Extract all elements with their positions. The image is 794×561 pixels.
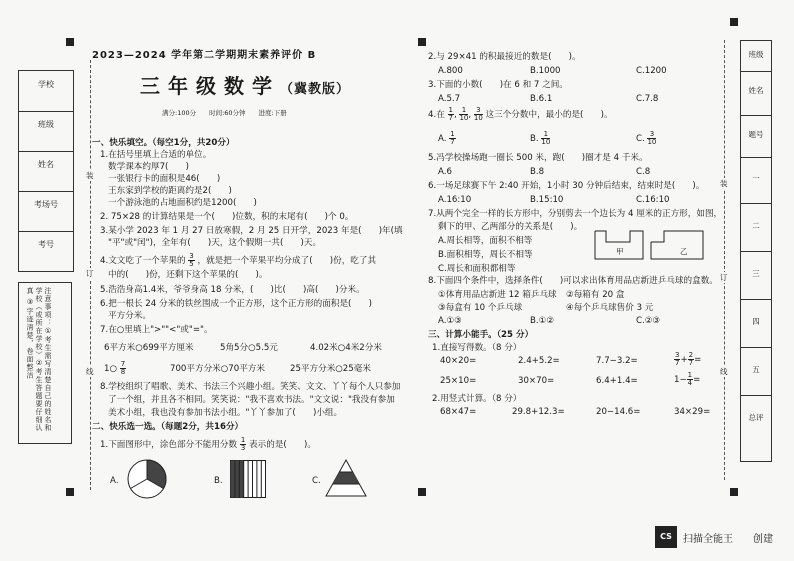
cut-word: 订 [720, 273, 728, 282]
vertical-calc-item: 68×47= [440, 407, 477, 417]
option-c-triangle-figure [324, 458, 368, 498]
cut-word: 线 [720, 367, 728, 376]
fraction: $\frac{2}{7}$ [688, 351, 694, 367]
scanner-watermark [655, 524, 790, 554]
calc-item: 7.7−3.2= [596, 356, 638, 366]
fraction: $\frac{3}{10}$ [473, 106, 483, 122]
calc-item: 1− $\frac{1}{4}$ = [674, 371, 701, 387]
question-1c: 王东家到学校的距离约是2( ) [108, 186, 232, 196]
question-1d: 一个游泳池的占地面积约是1200( ) [108, 198, 257, 208]
option: B.15:10 [530, 195, 564, 205]
app-name: 扫描全能王 [683, 534, 733, 545]
option: C. $\frac{3}{10}$ [636, 130, 657, 146]
score-cell-3: 三 [741, 251, 771, 300]
compare-item: 700平方分米○70平方米 [170, 364, 265, 374]
fraction: $\frac{1}{4}$ [687, 371, 693, 387]
compare-item: 4.02米○4米2分米 [310, 343, 382, 353]
option-c-label: C. [312, 476, 321, 486]
cut-word: 订 [86, 269, 94, 278]
score-cell-2: 二 [741, 203, 771, 252]
notes-text: 注意事项：①考生需写清楚自己的姓名和学校（或所在学校）②考生答题要仔细认真 ③字迹清楚，卷面整洁 [26, 287, 52, 432]
s2-question-3: 3.下面的小数( )在 6 和 7 之间。 [428, 80, 568, 90]
s2-question-2: 2.与 29×41 的积最接近的数是( )。 [428, 52, 581, 62]
registration-mark [66, 488, 74, 496]
condition: ③每盒有 10 个乒乓球 [438, 303, 523, 313]
exam-title: 三年级数学（冀教版） [140, 74, 351, 98]
vertical-calc-item: 20−14.6= [596, 407, 641, 417]
option: A.800 [438, 66, 463, 76]
option: B.①② [530, 316, 555, 326]
school-field: 学校 [19, 71, 73, 112]
question-8: 8.学校组织了唱歌、美术、书法三个兴趣小组。笑笑、文文、丫丫每个人只参加 [100, 382, 401, 392]
compare-item: 5角5分○5.5元 [220, 343, 278, 353]
question-5: 5.浩浩身高1.4米，爷爷身高 18 分米，( )比( )高( )分米。 [100, 285, 365, 295]
question-8-cont: 了一个组，并且各不相同。笑笑说："我不喜欢书法。"文文说："我没有参加 [108, 395, 395, 405]
s2-question-7-cont: 剩下的甲、乙两部分的关系是( )。 [438, 222, 583, 232]
option-a-pie-figure [126, 458, 168, 500]
option: A.5.7 [438, 94, 461, 104]
calc-item: 25×10= [440, 376, 477, 386]
option: C.周长和面积都相等 [438, 264, 516, 274]
class-field: 班级 [741, 41, 771, 72]
shape-jia-label: 甲 [616, 247, 624, 256]
calc-item: 40×20= [440, 356, 477, 366]
option: C.8 [636, 167, 651, 177]
question-2: 2. 75×28 的计算结果是一个( )位数，积的末尾有( )个 0。 [100, 212, 354, 222]
section-3-title: 三、计算小能手。（25 分） [428, 330, 534, 340]
option: B.6.1 [530, 94, 553, 104]
section-2-title: 二、快乐选一选。（每题2分，共16分） [92, 422, 244, 432]
calc-item: 2.4+5.2= [518, 356, 560, 366]
option: B.1000 [530, 66, 561, 76]
option: A.16:10 [438, 195, 472, 205]
fraction: $\frac{1}{10}$ [459, 106, 469, 122]
option: A.6 [438, 167, 452, 177]
option: B. $\frac{1}{10}$ [530, 130, 551, 146]
option-b-label: B. [214, 476, 223, 486]
exam-info: 满分:100分 时间:60分钟 进度:下册 [162, 109, 287, 117]
exam-room-field: 考场号 [19, 191, 73, 232]
calc-item: $\frac{3}{7}$ + $\frac{2}{7}$ = [675, 351, 702, 367]
question-1: 1.在括号里填上合适的单位。 [100, 150, 212, 160]
calc-item: 6.4+1.4= [596, 376, 638, 386]
option: B.8 [530, 167, 545, 177]
condition: ④每个乒乓球售价 3 元 [566, 303, 654, 313]
score-cell-4: 四 [741, 299, 771, 348]
name-field: 姓名 [741, 71, 771, 116]
option-a-label: A. [110, 476, 119, 486]
condition: ①体育用品店新进 12 箱乒乓球 [438, 290, 557, 300]
score-cell-1: 一 [741, 157, 771, 204]
notes-box [18, 282, 72, 444]
question-number-header: 题号 [741, 115, 771, 158]
question-6-cont: 平方分米。 [108, 311, 151, 321]
registration-mark [730, 18, 738, 26]
option: A. $\frac{1}{7}$ [438, 130, 455, 146]
question-1a: 数学课本约厚7( ) [108, 162, 189, 172]
question-1b: 一张银行卡的面积是46( ) [108, 174, 221, 184]
s3-question-2: 2.用竖式计算。（8 分） [432, 394, 522, 404]
registration-mark [418, 488, 426, 496]
name-field: 姓名 [19, 151, 73, 192]
binding-line [724, 40, 725, 480]
option: C.16:10 [636, 195, 670, 205]
option: C.7.8 [636, 94, 659, 104]
fraction: $\frac{1}{7}$ [450, 130, 455, 146]
option-b-bars-figure [230, 460, 266, 498]
registration-mark [730, 488, 738, 496]
fraction: $\frac{7}{8}$ [120, 360, 126, 376]
fraction: $\frac{1}{7}$ [448, 106, 453, 122]
section-1-title: 一、快乐填空。（每空1分，共20分） [92, 138, 235, 148]
question-8-cont: 美术小组，我也没有参加书法小组。"丫丫参加了( )小组。 [108, 408, 343, 418]
total-score-cell: 总评 [748, 413, 764, 422]
option: B.面积相等，周长不相等 [438, 250, 533, 260]
vertical-calc-item: 29.8+12.3= [512, 407, 565, 417]
fraction: $\frac{1}{3}$ [240, 436, 246, 452]
question-7: 7.在○里填上">""<"或"="。 [100, 325, 213, 335]
condition: ②每箱有 20 盒 [566, 290, 625, 300]
option: A.①③ [438, 316, 462, 326]
s2-question-1: 1.下面图形中，涂色部分不能用分数 $\frac{1}{3}$ 表示的是( )。 [100, 436, 316, 452]
question-4: 4.文文吃了一个苹果的 $\frac{3}{5}$ ，就是把一个苹果平均分成了( )份，吃了其 [100, 252, 377, 268]
fraction: $\frac{1}{10}$ [541, 130, 551, 146]
class-field: 班级 [19, 111, 73, 152]
question-3: 3.某小学 2023 年 1 月 27 日放寒假，2 月 25 日开学，2023 年是( )年(填 [100, 226, 403, 236]
vertical-calc-item: 34×29= [674, 407, 711, 417]
created-label: 创建 [753, 534, 773, 545]
calc-item: 30×70= [518, 376, 555, 386]
score-cell-5: 五 [741, 347, 771, 396]
exam-number-field: 考号 [38, 240, 54, 249]
cut-word: 装 [86, 171, 94, 180]
question-3-cont: "平"或"闰")，全年有( )天，这个假期一共( )天。 [108, 238, 322, 248]
fraction: $\frac{3}{10}$ [647, 130, 657, 146]
shape-yi-label: 乙 [680, 247, 688, 256]
score-table [740, 40, 772, 462]
student-info-table [18, 70, 74, 272]
option: C.1200 [636, 66, 667, 76]
cut-word: 装 [720, 179, 728, 188]
option: C.②③ [636, 316, 661, 326]
compare-item: 25平方分米○25毫米 [290, 364, 371, 374]
exam-term-heading: 2023—2024 学年第二学期期末素养评价 B [92, 50, 317, 61]
cut-word: 线 [86, 367, 94, 376]
fraction: $\frac{3}{5}$ [189, 252, 194, 268]
s2-question-4: 4.在 $\frac{1}{7}$ , $\frac{1}{10}$ , $\frac{3}{10}$ 这三个分数中，最小的是( )。 [428, 106, 613, 122]
s3-question-1: 1.直接写得数。（8 分） [432, 343, 522, 353]
fraction: $\frac{3}{7}$ [675, 351, 680, 367]
s2-question-6: 6.一场足球赛下午 2:40 开始，1小时 30 分钟后结束，结束时是( )。 [428, 181, 705, 191]
shape-yi-figure [650, 230, 704, 260]
registration-mark [66, 38, 74, 46]
camscanner-logo-icon: CS [655, 526, 677, 548]
option: A.周长相等，面积不相等 [438, 236, 533, 246]
s2-question-5: 5.冯学校操场跑一圈长 500 米，跑( )圈才是 4 千米。 [428, 153, 648, 163]
registration-mark [418, 38, 426, 46]
compare-item: 6平方米○699平方厘米 [104, 343, 194, 353]
question-4-cont: 中的( )份，还剩下这个苹果的( )。 [108, 270, 268, 280]
s2-question-7: 7.从两个完全一样的长方形中，分别剪去一个边长为 4 厘米的正方形，如图， [428, 209, 723, 219]
compare-item: 1○ $\frac{7}{8}$ [104, 360, 126, 376]
s2-question-8: 8.下面四个条件中，选择条件( )可以求出体育用品店新进乒乓球的盒数。 [428, 276, 718, 286]
question-6: 6.把一根长 24 分米的铁丝围成一个正方形，这个正方形的面积是( ) [100, 299, 372, 309]
